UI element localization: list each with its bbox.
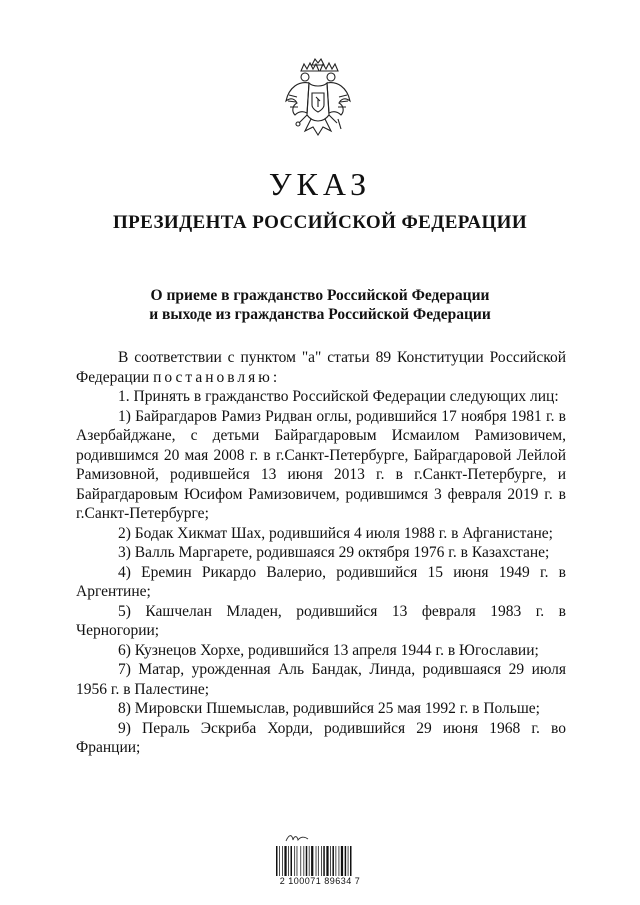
list-item: 1) Байрагдаров Рамиз Ридван оглы, родившийся 17 ноября 1981 г. в Азербайджане, с детьми Байрагдаровым Исмаилом Рамизовичем, родившимся 20 мая 2008 г. в г.Санкт-Петербурге, Байрагдаровой Лейлой Рамизовной, родившейся 13 июня 2013 г. в г.Санкт-Петербурге, и Байрагдаровым Юсифом Рамизовичем, родившимся 3 февраля 2019 г. в г.Санкт-Петербурге; xyxy=(76,407,566,522)
heading-line-2: и выходе из гражданства Российской Федерации xyxy=(149,306,491,323)
barcode-bar xyxy=(345,846,347,876)
preamble-text: В соответствии с пунктом "а" статьи 89 Конституции Российской Федерации xyxy=(76,349,566,386)
coat-of-arms-icon xyxy=(283,57,353,139)
barcode-bar xyxy=(350,846,352,876)
list-item: 9) Пераль Эскриба Хорди, родившийся 29 июня 1968 г. во Франции; xyxy=(76,719,566,756)
barcode-bar xyxy=(330,846,331,876)
preamble-decree-word: постановляю: xyxy=(153,368,281,386)
barcode-bar xyxy=(306,846,308,876)
barcode-bar xyxy=(321,846,322,876)
barcode-bars xyxy=(270,846,370,876)
barcode-bar xyxy=(348,846,349,876)
barcode-bar xyxy=(291,846,293,876)
signature-mark xyxy=(284,832,310,844)
barcode-bar xyxy=(276,846,278,876)
list-item: 2) Бодак Хикмат Шах, родившийся 4 июля 1988 г. в Афганистане; xyxy=(118,524,553,542)
list-item: 8) Мировски Пшемыслав, родившийся 25 мая 1992 г. в Польше; xyxy=(118,700,540,717)
barcode-bar xyxy=(336,846,337,876)
barcode-bar xyxy=(282,846,283,876)
barcode-bar xyxy=(294,846,295,876)
list-item: 6) Кузнецов Хорхе, родившийся 13 апреля 1944 г. в Югославии; xyxy=(118,641,539,659)
decree-heading xyxy=(0,286,640,324)
barcode-bar xyxy=(297,846,298,876)
barcode xyxy=(270,832,370,892)
barcode-bar xyxy=(316,846,317,876)
barcode-number: 2 100071 89634 7 xyxy=(279,876,361,886)
list-item: 5) Кашчелан Младен, родившийся 13 февраля 1983 г. в Черногории; xyxy=(76,602,566,639)
list-item: 3) Валль Маргарете, родившаяся 29 октября 1976 г. в Казахстане; xyxy=(118,544,550,561)
barcode-bar xyxy=(339,846,340,876)
barcode-bar xyxy=(303,846,304,876)
heading-line-1: О приеме в гражданство Российской Федерации xyxy=(150,287,490,304)
barcode-bar xyxy=(311,846,313,876)
decree-body xyxy=(76,348,566,758)
barcode-bar xyxy=(309,846,310,876)
preamble-paragraph xyxy=(76,348,566,387)
list-item: 7) Матар, урожденная Аль Бандак, Линда, родившаяся 29 июля 1956 г. в Палестине; xyxy=(76,661,566,698)
barcode-bar xyxy=(318,846,319,876)
document-title: УКАЗ xyxy=(268,166,372,202)
barcode-bar xyxy=(288,846,289,876)
barcode-bar xyxy=(323,846,325,876)
barcode-bar xyxy=(279,846,280,876)
barcode-bar xyxy=(326,846,328,876)
document-subtitle: ПРЕЗИДЕНТА РОССИЙСКОЙ ФЕДЕРАЦИИ xyxy=(112,212,528,233)
barcode-bar xyxy=(284,846,286,876)
barcode-bar xyxy=(332,846,334,876)
barcode-bar xyxy=(341,846,343,876)
list-item: 4) Еремин Рикардо Валерио, родившийся 15 июня 1949 г. в Аргентине; xyxy=(76,563,566,600)
point-1: 1. Принять в гражданство Российской Федерации следующих лиц: xyxy=(118,388,559,405)
barcode-bar xyxy=(300,846,301,876)
